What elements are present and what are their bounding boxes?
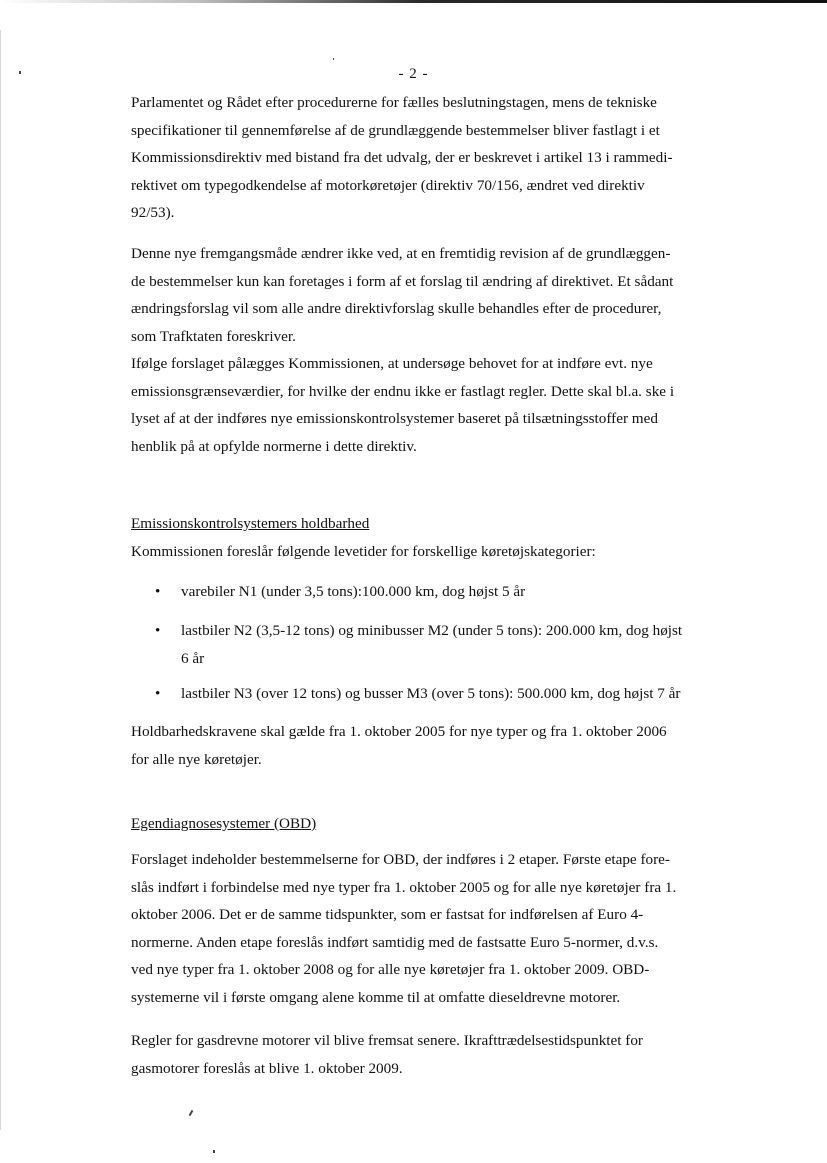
bullet-text (181, 680, 680, 708)
text-line: Kommissionsdirektiv med bistand fra det udvalg, der er beskrevet i artikel 13 i rammedi- (131, 149, 673, 166)
page-number: - 2 - (398, 66, 429, 82)
text-line: lastbiler N2 (3,5-12 tons) og minibusser M2 (under 5 tons): 200.000 km, dog højst (181, 622, 683, 639)
section-intro: Kommissionen foreslår følgende levetider for forskellige køretøjskategorier: (131, 542, 596, 560)
paragraph-1 (131, 89, 741, 227)
bullet-icon: • (155, 622, 161, 639)
text-line: rektivet om typegodkendelse af motorkøretøjer (direktiv 70/156, ændret ved direktiv (131, 176, 645, 194)
text-line: Forslaget indeholder bestemmelserne for OBD, der indføres i 2 etaper. Første etape fore- (131, 851, 670, 868)
text-line: ændringsforslag vil som alle andre direktivforslag skulle behandles efter de procedurer, (131, 300, 662, 317)
text-line: som Trafktaten foreskriver. (131, 327, 296, 345)
obd-paragraph-1 (131, 846, 741, 1011)
text-line: henblik på at opfylde normerne i dette direktiv. (131, 437, 417, 455)
text-line: specifikationer til gennemførelse af de grundlæggende bestemmelser bliver fastlagt i et (131, 121, 660, 139)
text-line: 92/53). (131, 204, 175, 221)
obd-paragraph-2 (131, 1027, 741, 1082)
section-obd (131, 810, 741, 838)
text-line: ved nye typer fra 1. oktober 2008 og for alle nye køretøjer fra 1. oktober 2009. OBD- (131, 961, 650, 978)
text-line: 6 år (181, 649, 205, 667)
scan-top-edge (0, 0, 827, 3)
scan-speck (189, 1110, 194, 1116)
text-line: Holdbarhedskravene skal gælde fra 1. oktober 2005 for nye typer og fra 1. oktober 2006 (131, 723, 667, 740)
bullet-icon: • (155, 583, 161, 600)
bullet-text (181, 617, 682, 672)
text-line: lyset af at der indføres nye emissionskontrolsystemer baseret på tilsætningsstoffer med (131, 410, 658, 427)
section-outro (131, 718, 741, 773)
section-heading: Emissionskontrolsystemers holdbarhed (131, 515, 370, 532)
section-heading: Egendiagnosesystemer (OBD) (131, 815, 317, 832)
text-line: Denne nye fremgangsmåde ændrer ikke ved, at en fremtidig revision af de grundlæggen- (131, 245, 671, 262)
scan-edge (0, 30, 1, 1130)
text-line: varebiler N1 (under 3,5 tons):100.000 km, dog højst 5 år (181, 583, 526, 600)
text-line: emissionsgrænseværdier, for hvilke der endnu ikke er fastlagt regler. Dette skal bl.a. ske i (131, 382, 675, 400)
text-line: Ifølge forslaget pålægges Kommissionen, at undersøge behovet for at indføre evt. nye (131, 355, 653, 372)
text-line: slås indført i forbindelse med nye typer fra 1. oktober 2005 og for alle nye køretøjer fra 1. (131, 878, 677, 896)
text-line: for alle nye køretøjer. (131, 750, 262, 768)
paragraph-2 (131, 240, 741, 460)
text-line: systemerne vil i første omgang alene komme til at omfatte dieseldrevne motorer. (131, 988, 621, 1006)
bullet-text (181, 578, 525, 606)
text-line: de bestemmelser kun kan foretages i form af et forslag til ændring af direktivet. Et sådant (131, 272, 674, 290)
text-line: normerne. Anden etape foreslås indført samtidig med de fastsatte Euro 5-normer, d.v.s. (131, 933, 659, 951)
text-line: oktober 2006. Det er de samme tidspunkter, som er fastsat for indførelsen af Euro 4- (131, 906, 644, 923)
scan-speck (333, 58, 334, 60)
scan-speck (213, 1150, 215, 1153)
scan-speck (19, 71, 21, 74)
text-line: lastbiler N3 (over 12 tons) og busser M3 (over 5 tons): 500.000 km, dog højst 7 år (181, 685, 681, 702)
bullet-icon: • (155, 685, 161, 702)
text-line: Parlamentet og Rådet efter procedurerne for fælles beslutningstagen, mens de tekniske (131, 94, 657, 111)
text-line: gasmotorer foreslås at blive 1. oktober 2009. (131, 1059, 403, 1077)
section-emission-durability (131, 510, 741, 565)
text-line: Regler for gasdrevne motorer vil blive fremsat senere. Ikrafttrædelsestidspunktet for (131, 1032, 643, 1049)
